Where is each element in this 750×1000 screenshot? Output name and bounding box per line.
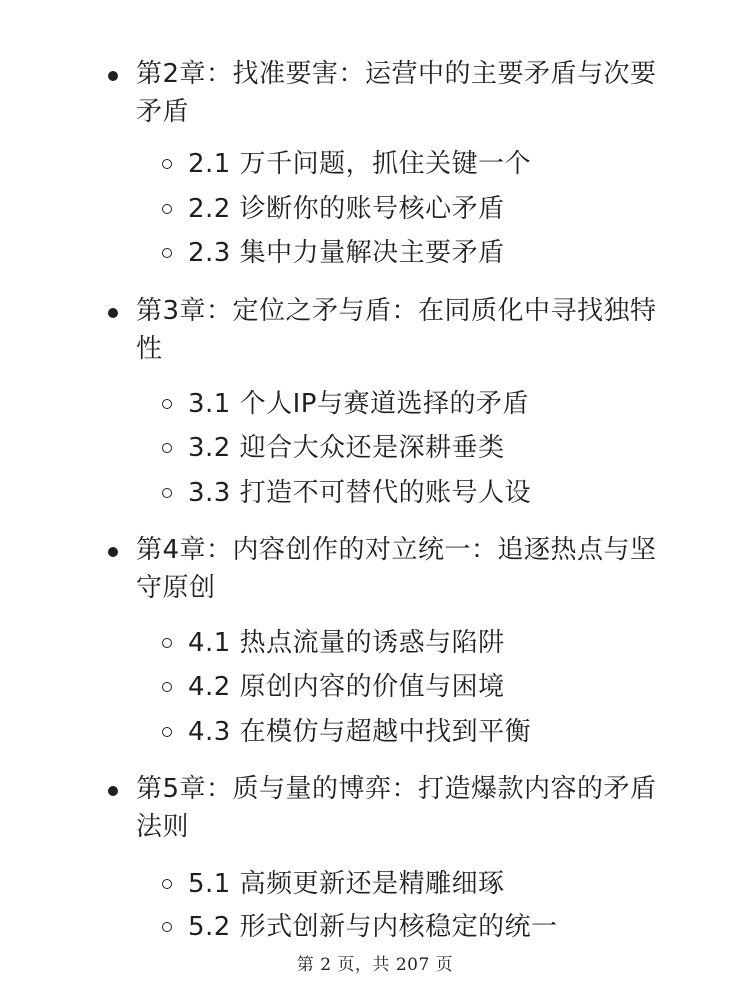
- circle-bullet-icon: [162, 682, 172, 692]
- section-item: [162, 234, 682, 274]
- section-label: 3.2 迎合大众还是深耕垂类: [188, 433, 505, 463]
- bullet-icon: [108, 547, 118, 557]
- chapter-title: 第4章：内容创作的对立统一：追逐热点与坚守原创: [136, 535, 657, 603]
- section-item: [162, 865, 682, 905]
- circle-bullet-icon: [162, 443, 172, 453]
- section-item: [162, 668, 682, 708]
- section-item: [162, 713, 682, 753]
- section-item: [162, 908, 682, 948]
- circle-bullet-icon: [162, 727, 172, 737]
- circle-bullet-icon: [162, 488, 172, 498]
- section-item: [162, 385, 682, 425]
- circle-bullet-icon: [162, 879, 172, 889]
- section-item: [162, 190, 682, 230]
- bullet-icon: [108, 308, 118, 318]
- circle-bullet-icon: [162, 638, 172, 648]
- bullet-icon: [108, 786, 118, 796]
- section-label: 2.1 万千问题，抓住关键一个: [188, 149, 532, 179]
- section-item: [162, 474, 682, 514]
- section-item: [162, 145, 682, 185]
- page-number: 第 2 页，共 207 页: [296, 955, 454, 975]
- section-label: 5.1 高频更新还是精雕细琢: [188, 869, 505, 899]
- section-label: 3.3 打造不可替代的账号人设: [188, 478, 532, 508]
- section-label: 4.1 热点流量的诱惑与陷阱: [188, 628, 505, 658]
- circle-bullet-icon: [162, 399, 172, 409]
- section-item: [162, 624, 682, 664]
- section-item: [162, 429, 682, 469]
- section-label: 3.1 个人IP与赛道选择的矛盾: [188, 389, 529, 419]
- circle-bullet-icon: [162, 248, 172, 258]
- section-label: 5.2 形式创新与内核稳定的统一: [188, 912, 558, 942]
- section-label: 4.3 在模仿与超越中找到平衡: [188, 717, 532, 747]
- chapter-title: 第3章：定位之矛与盾：在同质化中寻找独特性: [136, 296, 657, 364]
- section-label: 4.2 原创内容的价值与困境: [188, 672, 505, 702]
- chapter-title: 第5章：质与量的博弈：打造爆款内容的矛盾法则: [136, 774, 657, 842]
- bullet-icon: [108, 71, 118, 81]
- section-label: 2.3 集中力量解决主要矛盾: [188, 238, 505, 268]
- circle-bullet-icon: [162, 922, 172, 932]
- section-label: 2.2 诊断你的账号核心矛盾: [188, 194, 505, 224]
- circle-bullet-icon: [162, 159, 172, 169]
- chapter-title: 第2章：找准要害：运营中的主要矛盾与次要矛盾: [136, 59, 657, 127]
- circle-bullet-icon: [162, 204, 172, 214]
